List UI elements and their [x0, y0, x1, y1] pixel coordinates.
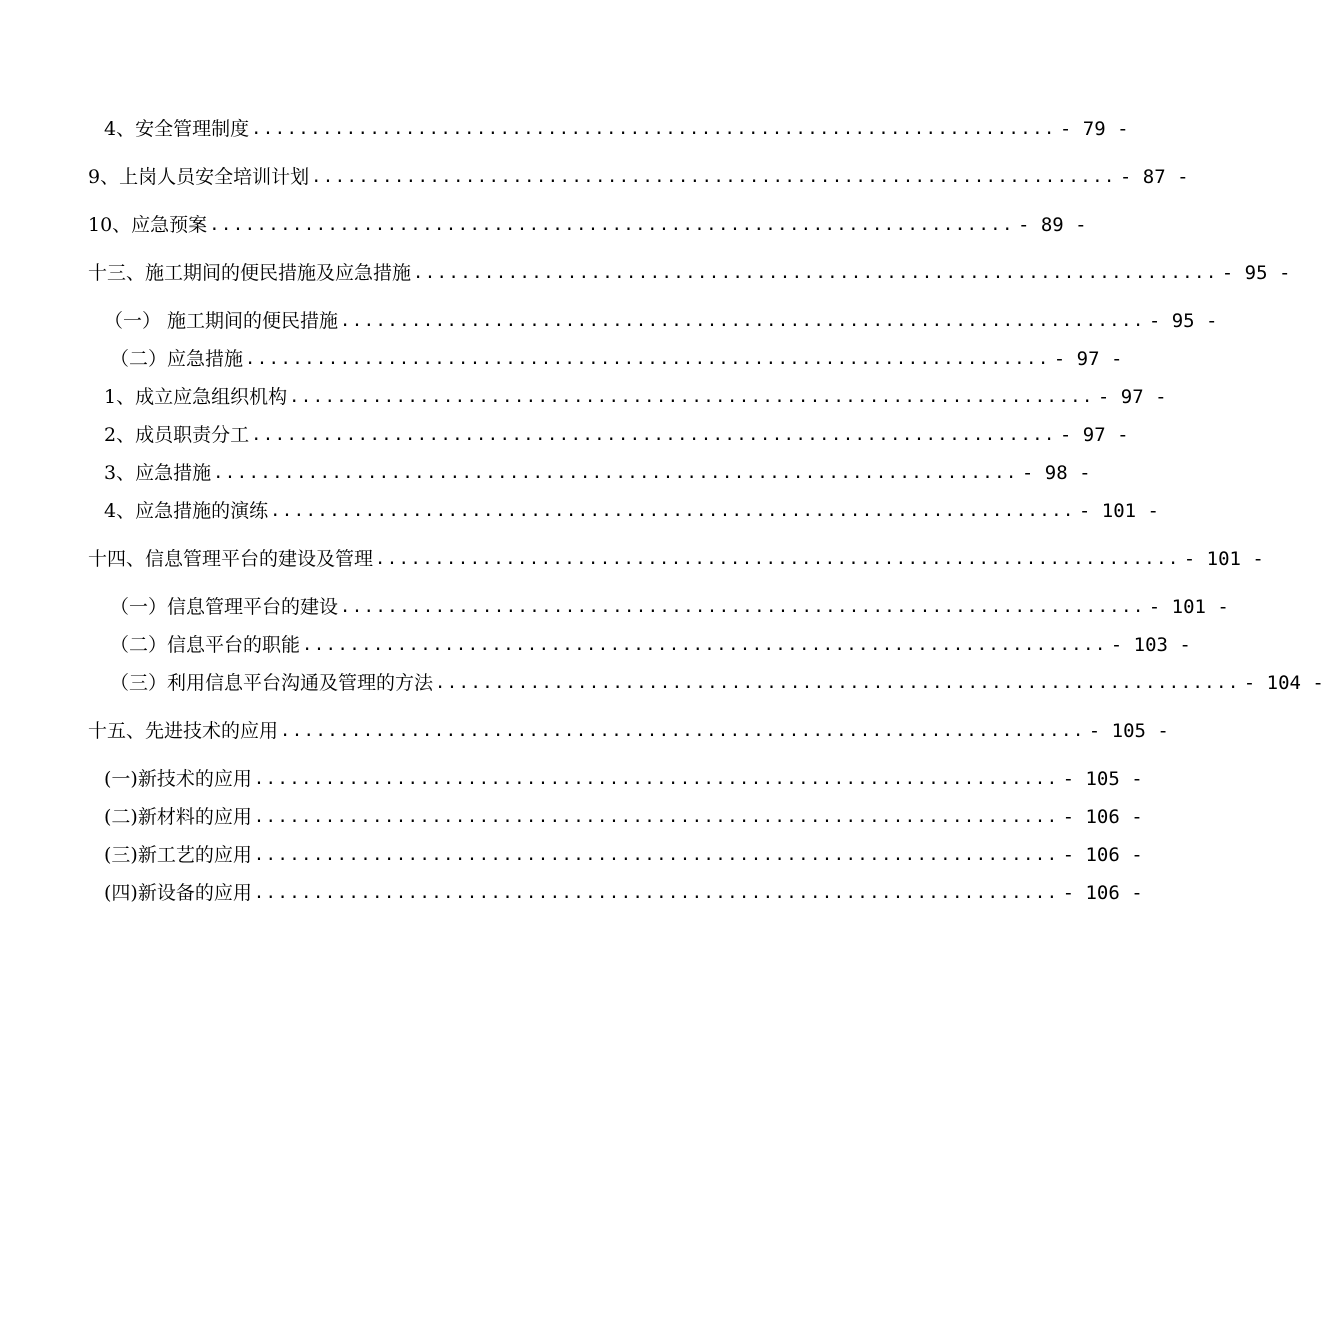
- toc-row: [0, 802, 1143, 832]
- toc-page-number: - 104 -: [1243, 672, 1324, 694]
- toc-dot-leader: ....................................................................: [340, 597, 1145, 617]
- toc-dot-leader: ....................................................................: [213, 463, 1018, 483]
- toc-row: [0, 764, 1143, 794]
- toc-row: [0, 210, 1087, 240]
- toc-page-number: - 101 -: [1183, 548, 1264, 570]
- toc-page-number: - 106 -: [1062, 882, 1143, 904]
- toc-page-number: - 103 -: [1110, 634, 1191, 656]
- toc-dot-leader: ....................................................................: [251, 119, 1056, 139]
- toc-dot-leader: ....................................................................: [280, 721, 1085, 741]
- toc-entry-title: 十四、信息管理平台的建设及管理: [88, 548, 374, 570]
- toc-entry-title: (四)新设备的应用: [104, 882, 252, 904]
- toc-entry-title: 10、应急预案: [88, 214, 208, 236]
- toc-dot-leader: ....................................................................: [413, 263, 1218, 283]
- toc-entry-title: （三）利用信息平台沟通及管理的方法: [110, 672, 434, 694]
- toc-dot-leader: ....................................................................: [253, 883, 1059, 903]
- toc-dot-leader: ....................................................................: [435, 673, 1240, 693]
- toc-page-number: - 106 -: [1062, 844, 1143, 866]
- toc-entry-title: (二)新材料的应用: [104, 806, 252, 828]
- toc-dot-leader: ....................................................................: [253, 845, 1059, 865]
- toc-page-number: - 105 -: [1088, 720, 1169, 742]
- toc-entry-title: (一)新技术的应用: [104, 768, 252, 790]
- toc-entry-link[interactable]: [104, 306, 1218, 336]
- toc-entry-link[interactable]: [104, 878, 1143, 908]
- toc-entry-link[interactable]: [104, 802, 1143, 832]
- toc-page-number: - 97 -: [1059, 424, 1129, 446]
- toc-dot-leader: ....................................................................: [253, 807, 1059, 827]
- toc-page-number: - 106 -: [1062, 806, 1143, 828]
- toc-entry-title: （二）应急措施: [110, 348, 244, 370]
- toc-page-number: - 95 -: [1221, 262, 1291, 284]
- toc-entry-link[interactable]: [110, 630, 1191, 660]
- toc-entry-link[interactable]: [88, 716, 1169, 746]
- toc-dot-leader: ....................................................................: [251, 425, 1056, 445]
- toc-page-number: - 87 -: [1119, 166, 1189, 188]
- toc-entry-link[interactable]: [104, 420, 1129, 450]
- toc-page-number: - 89 -: [1017, 214, 1087, 236]
- toc-dot-leader: ....................................................................: [289, 387, 1094, 407]
- toc-entry-link[interactable]: [88, 544, 1264, 574]
- toc-page-number: - 98 -: [1021, 462, 1091, 484]
- toc-dot-leader: ....................................................................: [209, 215, 1014, 235]
- toc-dot-leader: ....................................................................: [270, 501, 1075, 521]
- toc-entry-title: 4、应急措施的演练: [104, 500, 269, 522]
- toc-entry-title: 十三、施工期间的便民措施及应急措施: [88, 262, 412, 284]
- toc-entry-link[interactable]: [88, 258, 1291, 288]
- toc-dot-leader: ....................................................................: [302, 635, 1107, 655]
- toc-row: [0, 630, 1191, 660]
- toc-entry-title: 1、成立应急组织机构: [104, 386, 288, 408]
- toc-entry-link[interactable]: [104, 496, 1159, 526]
- toc-entry-link[interactable]: [104, 114, 1129, 144]
- toc-dot-leader: ....................................................................: [340, 311, 1145, 331]
- toc-row: [0, 420, 1129, 450]
- toc-row: [0, 162, 1189, 192]
- toc-page-number: - 97 -: [1053, 348, 1123, 370]
- toc-row: [0, 878, 1143, 908]
- toc-dot-leader: ....................................................................: [375, 549, 1180, 569]
- toc-dot-leader: ....................................................................: [245, 349, 1050, 369]
- toc-row: [0, 840, 1143, 870]
- toc-page-number: - 95 -: [1148, 310, 1218, 332]
- toc-entry-link[interactable]: [110, 668, 1324, 698]
- toc-entry-title: 2、成员职责分工: [104, 424, 250, 446]
- toc-page-number: - 101 -: [1078, 500, 1159, 522]
- toc-entry-link[interactable]: [104, 458, 1091, 488]
- toc-entry-link[interactable]: [104, 764, 1143, 794]
- toc-entry-title: （一） 施工期间的便民措施: [104, 310, 339, 332]
- toc-entry-link[interactable]: [110, 344, 1123, 374]
- toc-entry-title: (三)新工艺的应用: [104, 844, 252, 866]
- toc-row: [0, 496, 1159, 526]
- toc-page-number: - 79 -: [1059, 118, 1129, 140]
- toc-entry-title: （一）信息管理平台的建设: [110, 596, 339, 618]
- toc-row: [0, 258, 1291, 288]
- toc-entry-title: 3、应急措施: [104, 462, 212, 484]
- toc-entry-link[interactable]: [104, 382, 1167, 412]
- toc-entry-link[interactable]: [110, 592, 1229, 622]
- toc-row: [0, 114, 1129, 144]
- toc-entry-link[interactable]: [88, 162, 1189, 192]
- toc-row: [0, 458, 1091, 488]
- toc-row: [0, 382, 1167, 412]
- toc-entry-title: 十五、先进技术的应用: [88, 720, 279, 742]
- toc-entry-link[interactable]: [88, 210, 1087, 240]
- toc-dot-leader: ....................................................................: [253, 769, 1059, 789]
- toc-row: [0, 544, 1264, 574]
- toc-entry-link[interactable]: [104, 840, 1143, 870]
- toc-row: [0, 716, 1169, 746]
- toc-row: [0, 306, 1218, 336]
- toc-entry-title: （二）信息平台的职能: [110, 634, 301, 656]
- toc-row: [0, 668, 1324, 698]
- toc-row: [0, 592, 1229, 622]
- toc-entry-title: 4、安全管理制度: [104, 118, 250, 140]
- toc-page-number: - 97 -: [1097, 386, 1167, 408]
- toc-page-number: - 105 -: [1062, 768, 1143, 790]
- toc-dot-leader: ....................................................................: [311, 167, 1116, 187]
- toc-entry-title: 9、上岗人员安全培训计划: [88, 166, 310, 188]
- toc-row: [0, 344, 1123, 374]
- toc-page-number: - 101 -: [1148, 596, 1229, 618]
